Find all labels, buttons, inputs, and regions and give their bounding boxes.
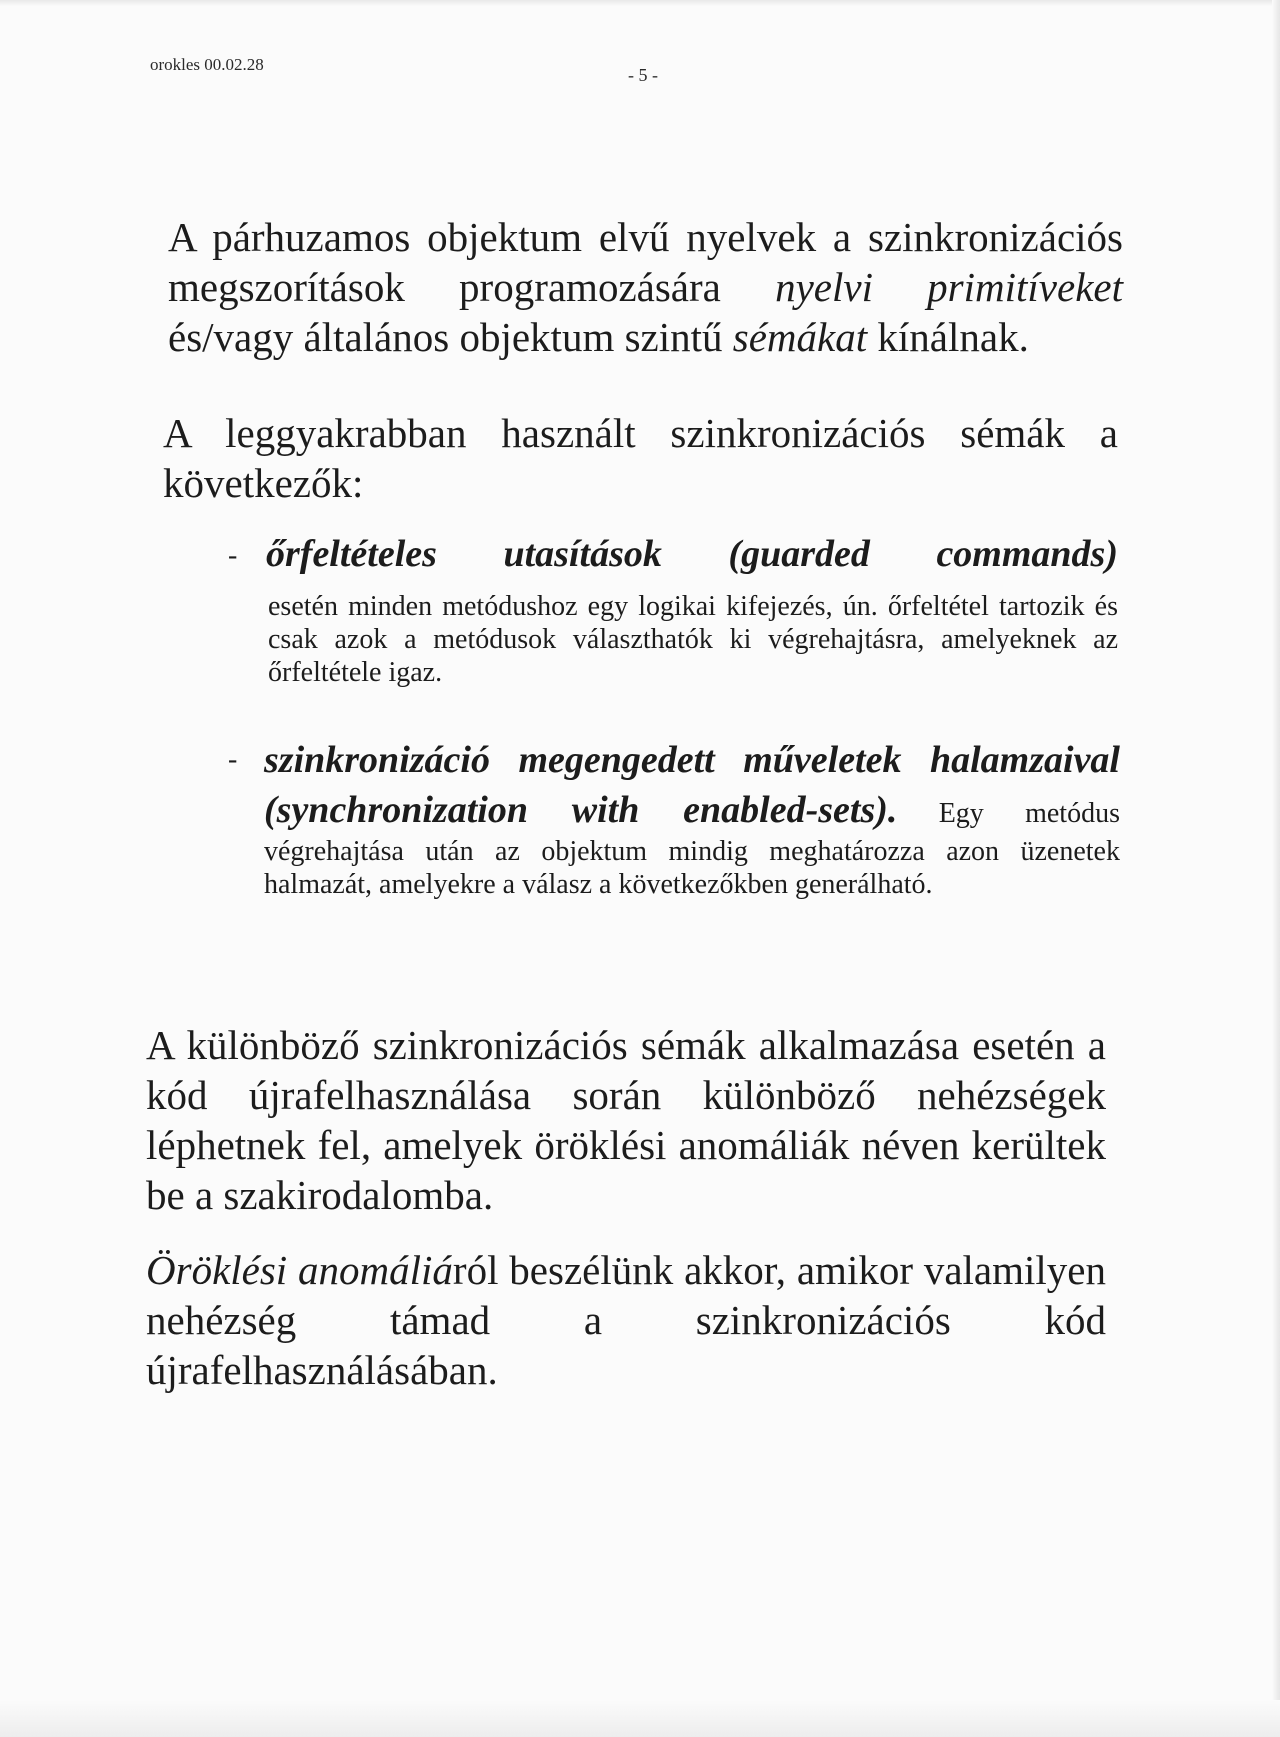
scan-edge-right: [1272, 0, 1280, 1737]
header-file-label: orokles 00.02.28: [150, 55, 264, 74]
paragraph-intro-text-3: kínálnak.: [867, 314, 1029, 360]
paragraph-anomaly-definition: [146, 1245, 1106, 1395]
bullet-term-enabled-sets: szinkronizáció megengedett műveletek halamzaival (synchronization with enabled-sets).: [264, 739, 1120, 831]
bullet-term-guarded-commands: őrfeltételes utasítások (guarded commands): [266, 533, 1118, 575]
bullet-dash: -: [228, 744, 238, 775]
bullet-dash: -: [228, 540, 238, 571]
paragraph-anomaly-italic: Öröklési anomáliá: [146, 1247, 453, 1293]
bullet-block-enabled-sets: [264, 735, 1120, 901]
paragraph-intro-text-2: és/vagy általános objektum szintű: [168, 314, 733, 360]
paragraph-intro-italic-1: nyelvi primitíveket: [775, 264, 1123, 310]
page-number: - 5 -: [628, 65, 658, 85]
bullet-body-enabled-sets: Egy metódus végrehajtása után az objektum mindig meghatározza azon üzenetek halmazát, amelyekre a válasz a következőkben generálható.: [264, 798, 1120, 900]
scan-edge-bottom: [0, 1700, 1280, 1737]
paragraph-anomaly-text: ról beszélünk akkor, amikor valamilyen nehézség támad a szinkronizációs kód újrafelhasználásában.: [146, 1247, 1106, 1393]
paragraph-anomalies: A különböző szinkronizációs sémák alkalmazása esetén a kód újrafelhasználása során különböző nehézségek léphetnek fel, amelyek öröklési anomáliák néven kerültek be a szakirodalomba.: [146, 1022, 1106, 1218]
scan-edge-top: [0, 0, 1280, 6]
paragraph-intro-italic-2: sémákat: [732, 314, 868, 360]
paragraph-intro: [168, 212, 1123, 362]
paragraph-intro-text-1: A párhuzamos objektum elvű nyelvek a szinkronizációs megszorítások programozására: [168, 214, 1123, 310]
paragraph-schemes-lead: A leggyakrabban használt szinkronizációs sémák a következők:: [163, 410, 1118, 506]
bullet-body-guarded-commands: esetén minden metódushoz egy logikai kifejezés, ún. őrfeltétel tartozik és csak azok a metódusok választhatók ki végrehajtásra, amelyeknek az őrfeltétele igaz.: [268, 591, 1118, 688]
